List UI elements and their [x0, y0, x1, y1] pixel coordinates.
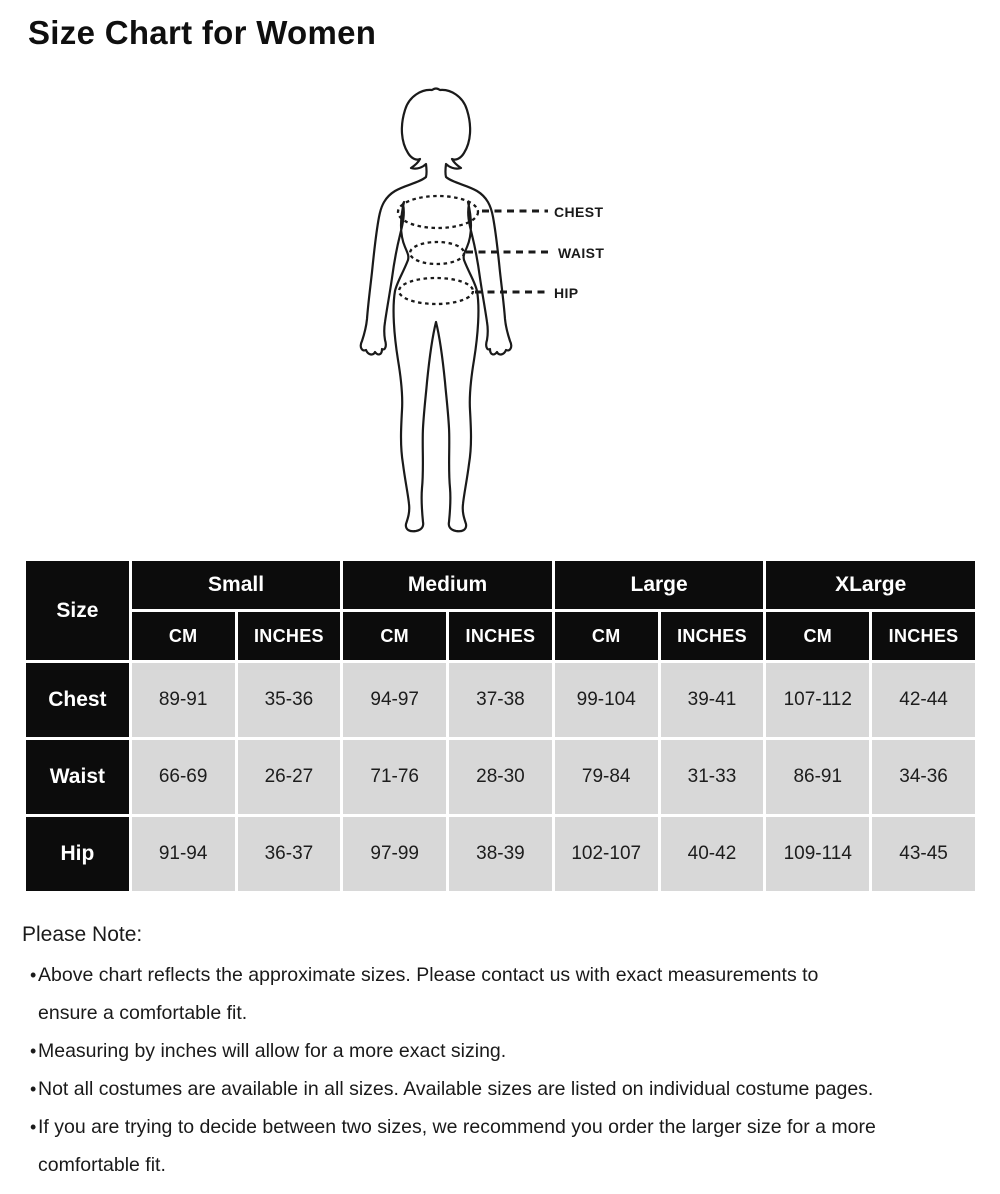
bullet-icon: • — [30, 1041, 37, 1061]
note-line: ensure a comfortable fit. — [38, 1002, 248, 1024]
cell-chest-large-inches: 39-41 — [661, 663, 764, 737]
cell-hip-medium-inches: 38-39 — [449, 817, 552, 891]
hip-label: HIP — [554, 285, 579, 301]
chest-label: CHEST — [554, 204, 604, 220]
cell-hip-medium-cm: 97-99 — [343, 817, 446, 891]
cell-chest-xlarge-inches: 42-44 — [872, 663, 975, 737]
note-line: Measuring by inches will allow for a more exact sizing. — [38, 1040, 507, 1062]
cell-waist-small-cm: 66-69 — [132, 740, 235, 814]
note-line: If you are trying to decide between two sizes, we recommend you order the larger size for a more — [38, 1116, 876, 1138]
cell-hip-large-inches: 40-42 — [661, 817, 764, 891]
row-label-chest: Chest — [26, 663, 129, 737]
size-group-xlarge: XLarge — [766, 561, 975, 609]
unit-header-inches: INCHES — [872, 612, 975, 660]
size-table — [23, 558, 978, 894]
cell-chest-small-inches: 35-36 — [238, 663, 341, 737]
note-line: Not all costumes are available in all sizes. Available sizes are listed on individual costume pages. — [38, 1078, 874, 1100]
cell-chest-medium-cm: 94-97 — [343, 663, 446, 737]
unit-header-row — [26, 612, 975, 660]
size-group-medium: Medium — [343, 561, 552, 609]
cell-waist-medium-cm: 71-76 — [343, 740, 446, 814]
cell-chest-large-cm: 99-104 — [555, 663, 658, 737]
note-item — [22, 1032, 980, 1070]
bullet-icon: • — [30, 1117, 37, 1137]
table-row-waist — [26, 740, 975, 814]
waist-label: WAIST — [558, 245, 605, 261]
row-label-hip: Hip — [26, 817, 129, 891]
note-text — [38, 1070, 873, 1108]
body-measurement-diagram — [348, 84, 618, 544]
bullet-icon: • — [30, 965, 37, 985]
cell-waist-xlarge-inches: 34-36 — [872, 740, 975, 814]
cell-hip-xlarge-cm: 109-114 — [766, 817, 869, 891]
cell-chest-small-cm: 89-91 — [132, 663, 235, 737]
size-group-header-row — [26, 561, 975, 609]
unit-header-cm: CM — [766, 612, 869, 660]
cell-chest-medium-inches: 37-38 — [449, 663, 552, 737]
unit-header-cm: CM — [132, 612, 235, 660]
cell-waist-small-inches: 26-27 — [238, 740, 341, 814]
row-label-waist: Waist — [26, 740, 129, 814]
page-title: Size Chart for Women — [28, 14, 377, 51]
cell-chest-xlarge-cm: 107-112 — [766, 663, 869, 737]
table-row-chest — [26, 663, 975, 737]
note-item — [22, 956, 980, 1032]
note-text — [38, 956, 818, 1032]
note-line: comfortable fit. — [38, 1154, 166, 1176]
cell-hip-large-cm: 102-107 — [555, 817, 658, 891]
size-corner-header: Size — [26, 561, 129, 660]
table-row-hip — [26, 817, 975, 891]
size-group-small: Small — [132, 561, 341, 609]
cell-hip-small-inches: 36-37 — [238, 817, 341, 891]
note-item — [22, 1070, 980, 1108]
unit-header-inches: INCHES — [661, 612, 764, 660]
unit-header-cm: CM — [343, 612, 446, 660]
cell-hip-xlarge-inches: 43-45 — [872, 817, 975, 891]
unit-header-inches: INCHES — [449, 612, 552, 660]
notes-heading: Please Note: — [22, 923, 143, 946]
note-text — [38, 1108, 876, 1184]
notes-section — [22, 920, 980, 1184]
cell-hip-small-cm: 91-94 — [132, 817, 235, 891]
note-line: Above chart reflects the approximate sizes. Please contact us with exact measurements to — [38, 964, 819, 986]
cell-waist-large-cm: 79-84 — [555, 740, 658, 814]
cell-waist-medium-inches: 28-30 — [449, 740, 552, 814]
unit-header-cm: CM — [555, 612, 658, 660]
body-outline — [361, 89, 511, 532]
unit-header-inches: INCHES — [238, 612, 341, 660]
cell-waist-large-inches: 31-33 — [661, 740, 764, 814]
bullet-icon: • — [30, 1079, 37, 1099]
cell-waist-xlarge-cm: 86-91 — [766, 740, 869, 814]
note-item — [22, 1108, 980, 1184]
note-text — [38, 1032, 506, 1070]
size-group-large: Large — [555, 561, 764, 609]
